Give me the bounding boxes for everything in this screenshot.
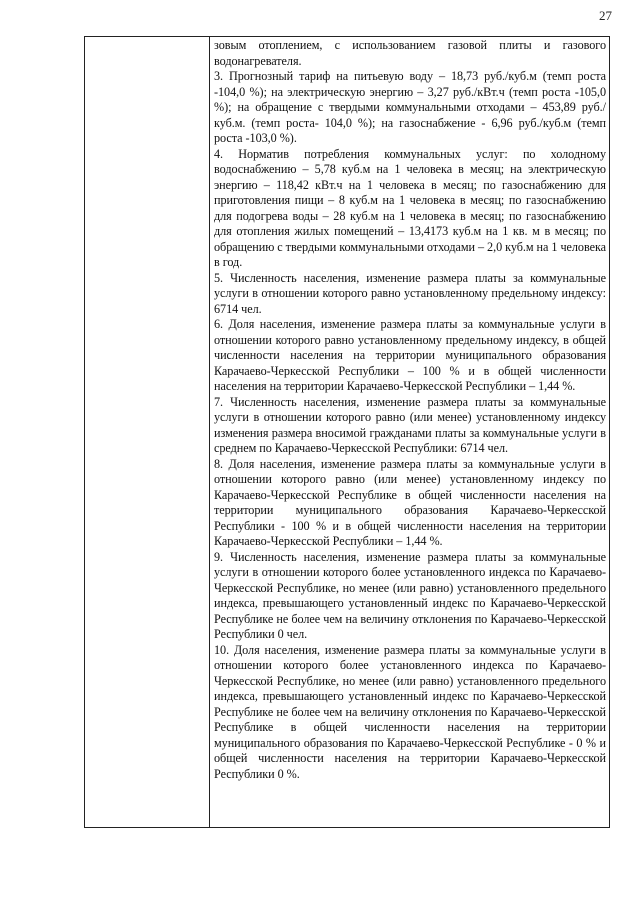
empty-left-cell [85,37,210,828]
paragraph-item-5: 5. Численность населения, изменение размера платы за коммунальные услуги в отношении которого равно установленному предельному индексу: 6714 чел. [214,270,606,316]
paragraph-item-10: 10. Доля населения, изменение размера платы за коммунальные услуги в отношении которого более установленного индекса по Карачаево-Черкесской Республике, но менее (или равно) установленного предельного индекса, превышающего установленный индекс по Карачаево-Черкесской Республике не более чем на величину отклонения по Карачаево-Черкесской Республике в общей численности населения на территории муниципального образования по Карачаево-Черкесской Республике - 0 % и общей численности населения на территории Карачаево-Черкесской Республики 0 %. [214,642,606,781]
paragraph-item-6: 6. Доля населения, изменение размера платы за коммунальные услуги в отношении которого равно установленному предельному индексу, в общей численности населения на территории муниципального образования Карачаево-Черкесской Республики – 100 % и в общей численности населения на территории Карачаево-Черкесской Республики – 1,44 %. [214,317,606,393]
table-row [85,37,610,828]
paragraph-item-4: 4. Норматив потребления коммунальных услуг: по холодному водоснабжению – 5,78 куб.м на 1 человека в месяц; на электрическую энергию – 118,42 кВт.ч на 1 человека в месяц; по газоснабжению для приготовления пищи – 8 куб.м на 1 человека в месяц; по газоснабжению для подогрева воды – 28 куб.м на 1 человека в месяц; по газоснабжению для отопления жилых помещений – 13,4173 куб.м на 1 кв. м в месяц; по обращению с твердыми коммунальными отходами – 2,0 куб.м на 1 человека в год. [214,146,606,269]
document-table [84,36,610,828]
paragraph-item-8: 8. Доля населения, изменение размера платы за коммунальные услуги в отношении которого равно (или менее) установленному индексу по Карачаево-Черкесской Республике в общей численности населения на территории муниципального образования Карачаево-Черкесской Республики - 100 % и в общей численности населения на территории Карачаево-Черкесской Республики – 1,44 %. [214,456,606,548]
page-number: 27 [599,8,612,23]
content-text [210,37,609,782]
paragraph-item-7: 7. Численность населения, изменение размера платы за коммунальные услуги в отношении которого равно (или менее) установленному индексу изменения размера вносимой гражданами платы за коммунальные услуги в среднем по Карачаево-Черкесской Республики: 6714 чел. [214,394,606,455]
paragraph-continuation: зовым отоплением, с использованием газовой плиты и газового водонагревателя. [214,38,606,68]
content-cell [210,37,610,828]
paragraph-item-3: 3. Прогнозный тариф на питьевую воду – 18,73 руб./куб.м (темп роста -104,0 %); на электрическую энергию – 3,27 руб./кВт.ч (темп роста -105,0 %); на обращение с твердыми коммунальными отходами – 453,89 руб./куб.м. (темп роста- 104,0 %); на газоснабжение - 6,96 руб./куб.м (темп роста -103,0 %). [214,69,606,145]
paragraph-item-9: 9. Численность населения, изменение размера платы за коммунальные услуги в отношении которого более установленного индекса по Карачаево-Черкесской Республике, но менее (или равно) установленного предельного индекса, превышающего установленный индекс по Карачаево-Черкесской Республике не более чем на величину отклонения по Карачаево-Черкесской Республики 0 чел. [214,549,606,641]
